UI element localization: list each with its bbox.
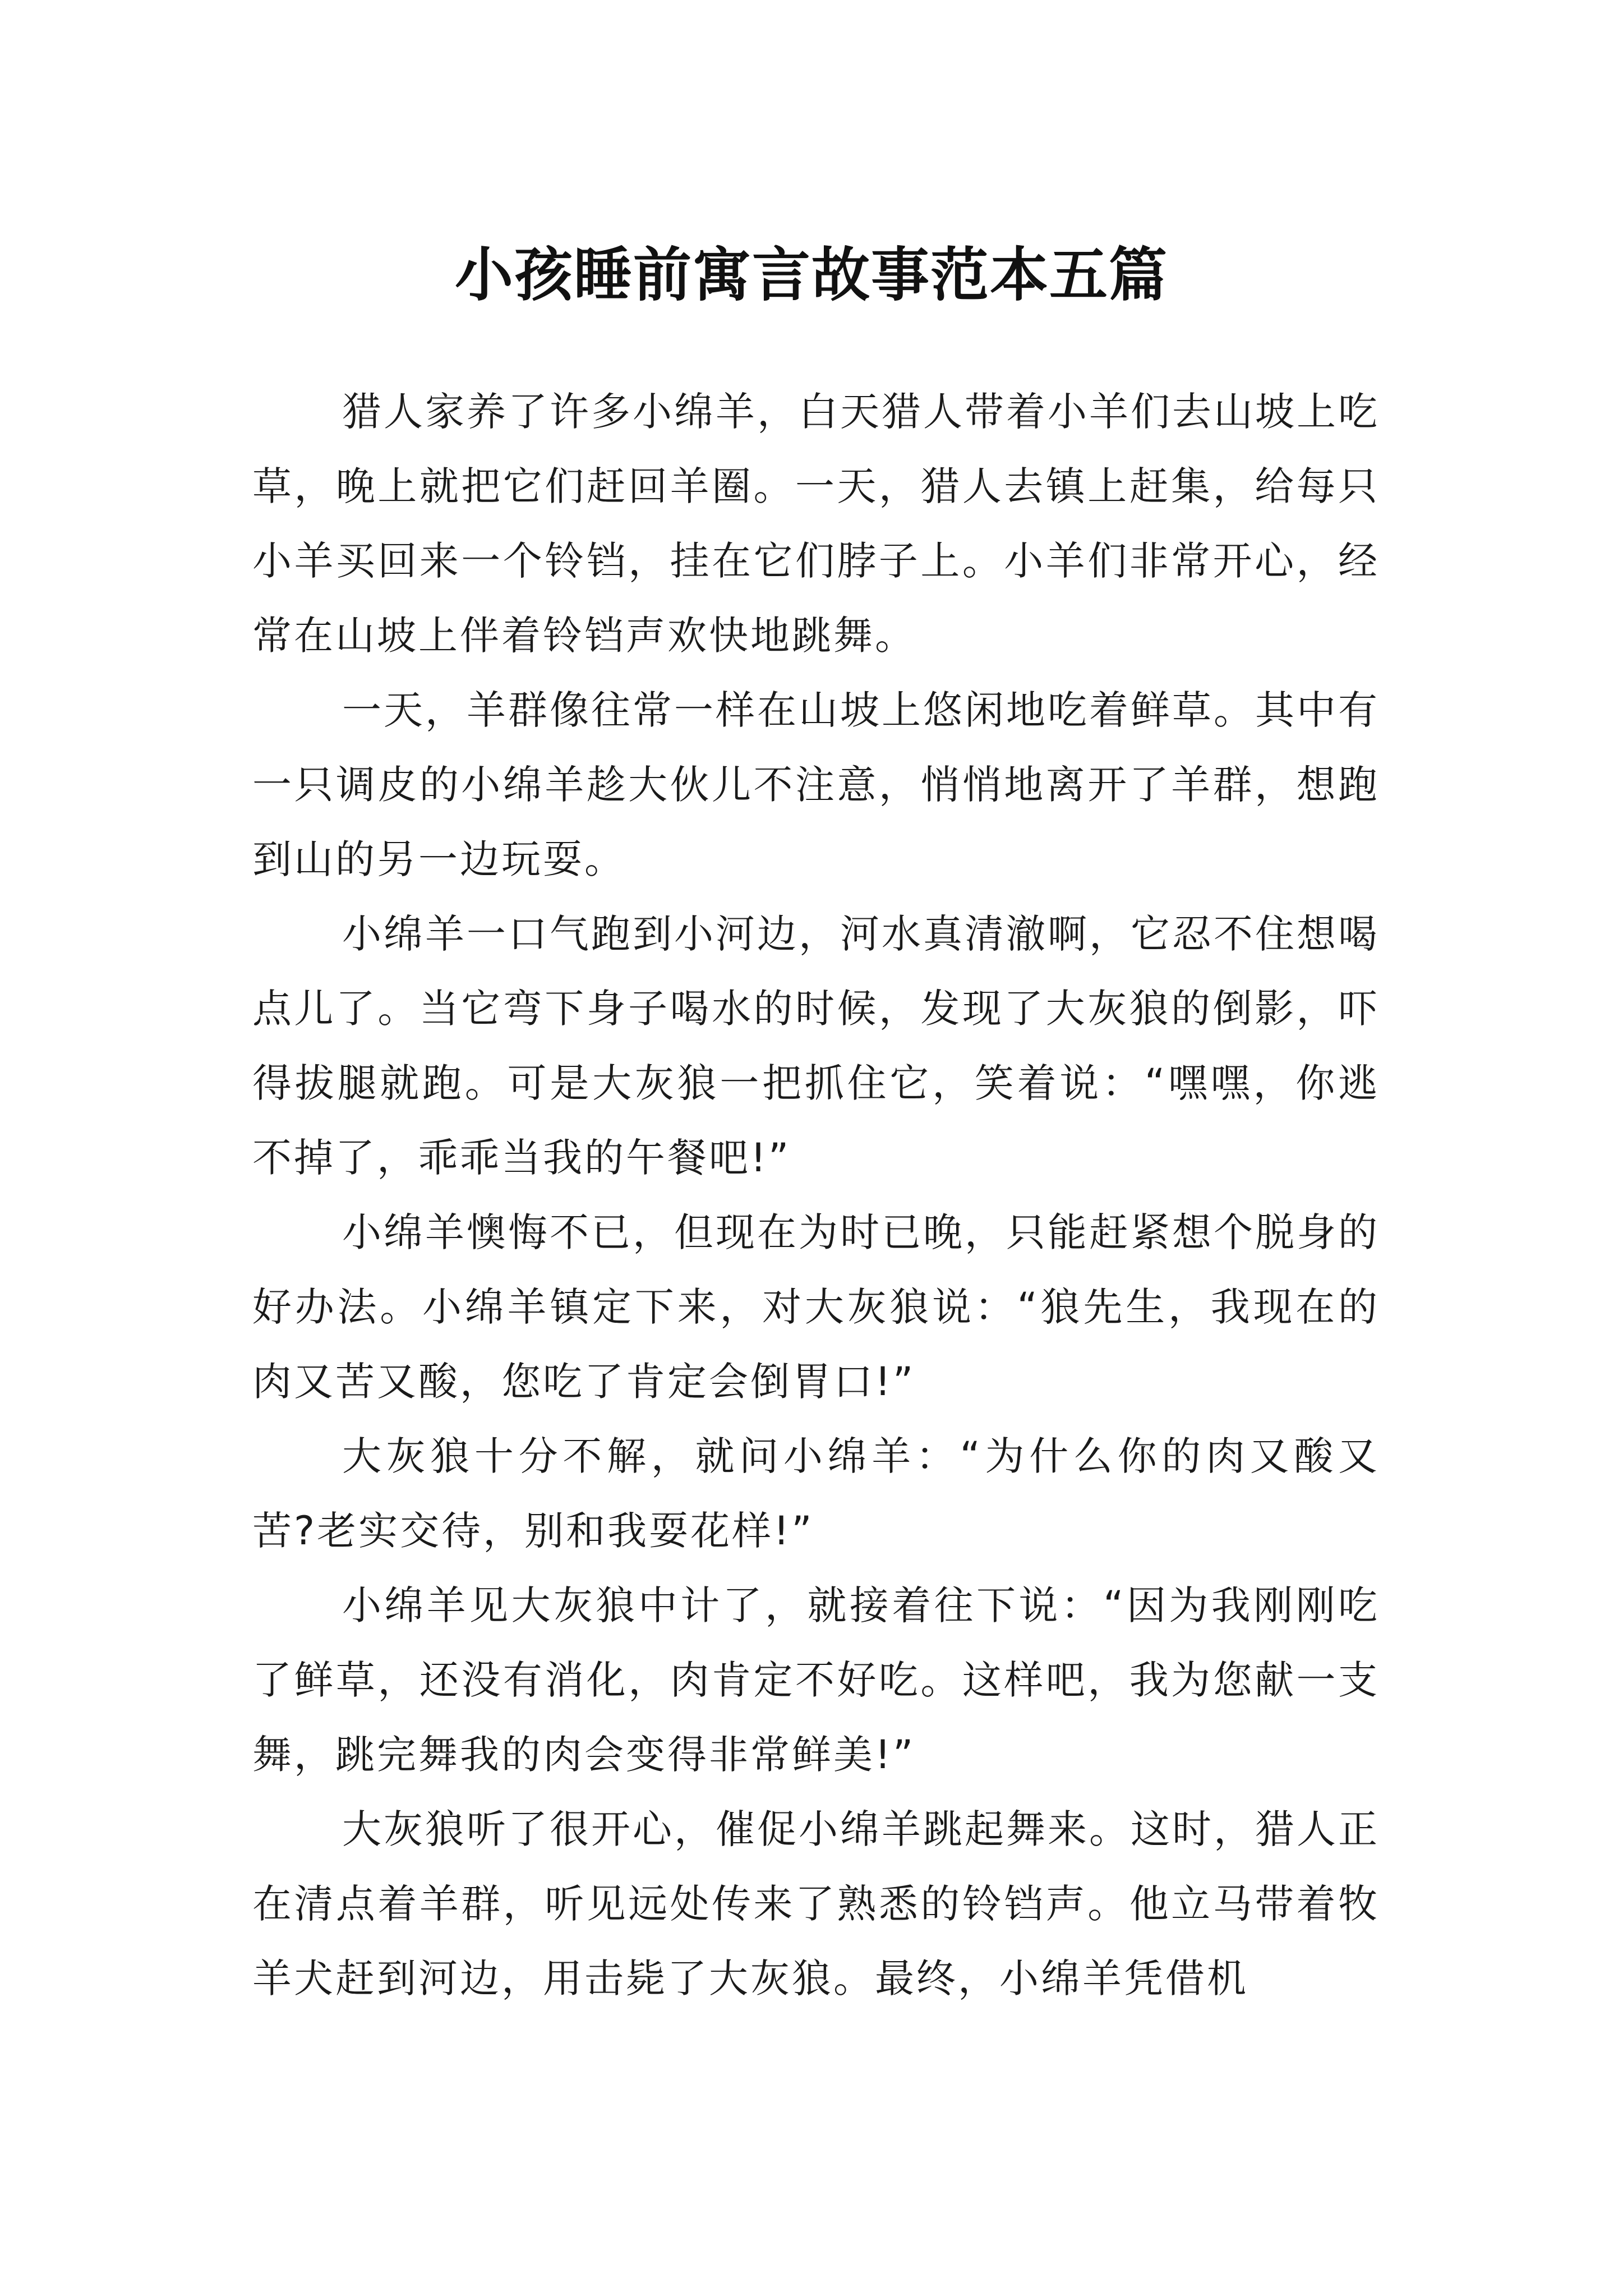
paragraph-6: 小绵羊见大灰狼中计了，就接着往下说：“因为我刚刚吃了鲜草，还没有消化，肉肯定不好吃。这样吧，我为您献一支舞，跳完舞我的肉会变得非常鲜美!” (252, 1582, 1380, 1778)
paragraph-3: 小绵羊一口气跑到小河边，河水真清澈啊，它忍不住想喝点儿了。当它弯下身子喝水的时候，发现了大灰狼的倒影，吓得拔腿就跑。可是大灰狼一把抓住它，笑着说：“嘿嘿，你逃不掉了，乖乖当我的午餐吧!” (252, 911, 1380, 1181)
paragraph-2: 一天，羊群像往常一样在山坡上悠闲地吃着鲜草。其中有一只调皮的小绵羊趁大伙儿不注意，悄悄地离开了羊群，想跑到山的另一边玩耍。 (252, 687, 1380, 882)
paragraph-1: 猎人家养了许多小绵羊，白天猎人带着小羊们去山坡上吃草，晚上就把它们赶回羊圈。一天，猎人去镇上赶集，给每只小羊买回来一个铃铛，挂在它们脖子上。小羊们非常开心，经常在山坡上伴着铃铛声欢快地跳舞。 (252, 389, 1380, 659)
paragraph-4: 小绵羊懊悔不已，但现在为时已晚，只能赶紧想个脱身的好办法。小绵羊镇定下来，对大灰狼说：“狼先生，我现在的肉又苦又酸，您吃了肯定会倒胃口!” (252, 1209, 1380, 1405)
document-body (252, 375, 1380, 2016)
document-title: 小孩睡前寓言故事范本五篇 (454, 240, 1168, 309)
paragraph-5: 大灰狼十分不解，就问小绵羊：“为什么你的肉又酸又苦?老实交待，别和我耍花样!” (252, 1433, 1380, 1554)
paragraph-7: 大灰狼听了很开心，催促小绵羊跳起舞来。这时，猎人正在清点着羊群，听见远处传来了熟悉的铃铛声。他立马带着牧羊犬赶到河边，用击毙了大灰狼。最终，小绵羊凭借机 (252, 1806, 1380, 2001)
